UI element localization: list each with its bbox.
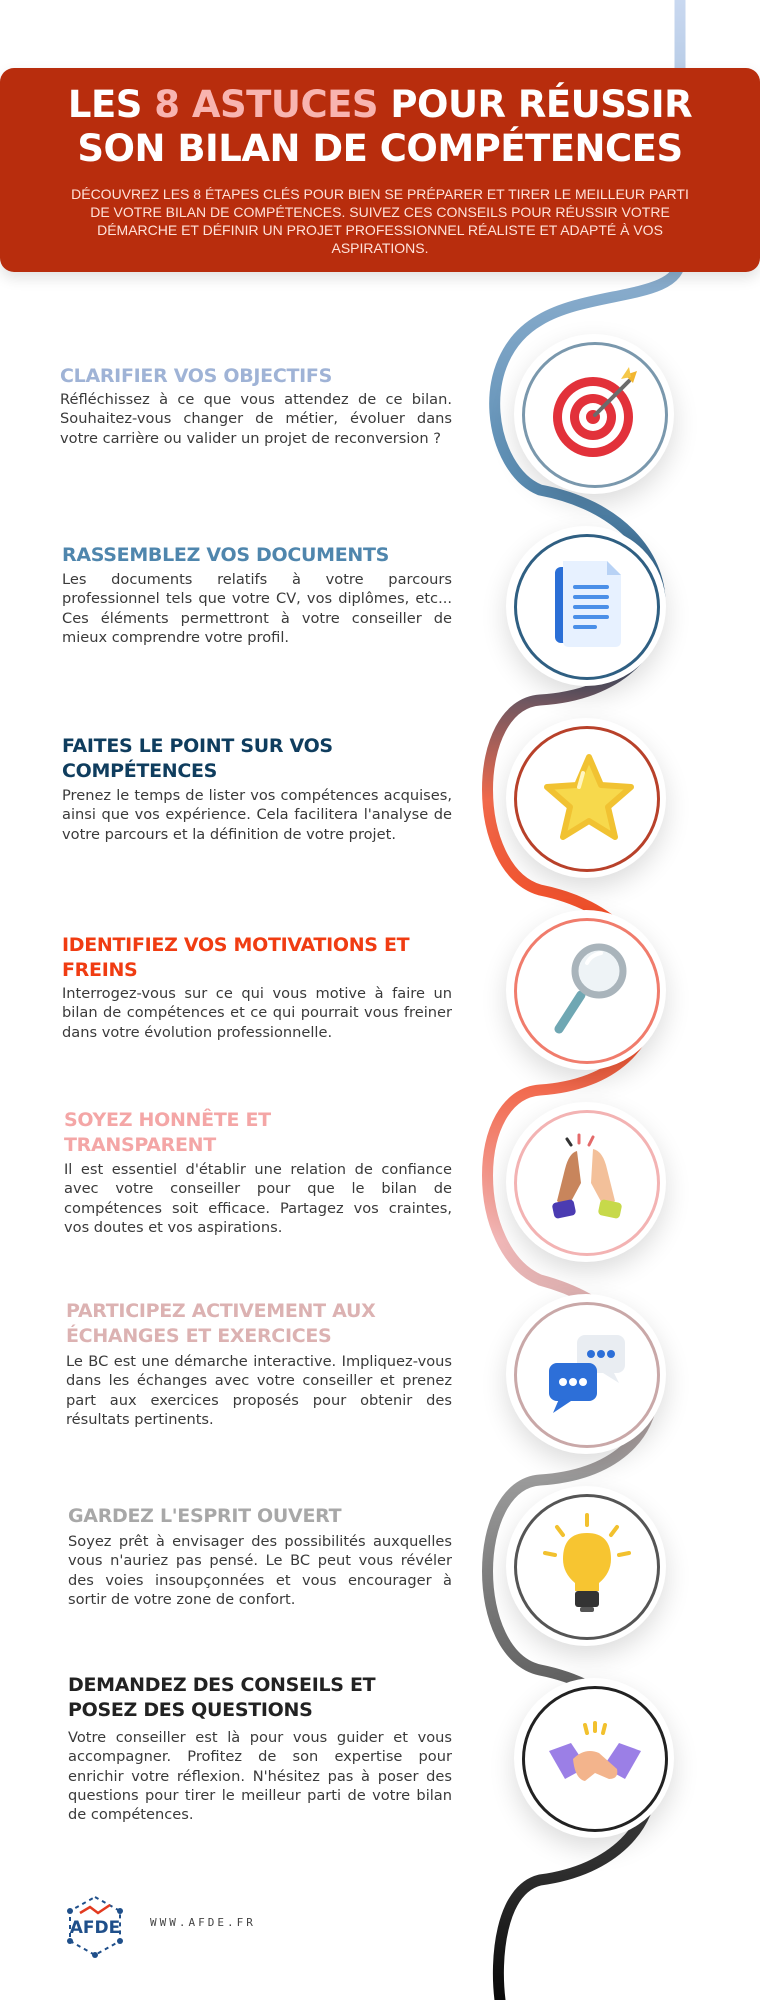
document-icon: [517, 537, 657, 677]
step-7-ring: [514, 1494, 660, 1640]
logo-text: AFDE: [69, 1918, 121, 1938]
afde-logo: [62, 1893, 128, 1959]
step-5-badge: [506, 1102, 666, 1262]
step-5-ring: [514, 1110, 660, 1256]
step-6-title: PARTICIPEZ ACTIVEMENT AUX ÉCHANGES ET EXERCICES: [66, 1300, 376, 1347]
step-8-text: Votre conseiller est là pour vous guider et vous accompagner. Profitez de son expertise pour enrichir votre réflexion. N'hésitez pas à poser des questions pour tirer le meilleur parti de votre bilan de compétences.: [68, 1729, 452, 1824]
target-icon: [525, 345, 665, 485]
step-3-title: FAITES LE POINT SUR VOS COMPÉTENCES: [62, 735, 333, 782]
step-5-text: Il est essentiel d'établir une relation de confiance avec votre conseiller pour que le bilan de compétences soit efficace. Partagez vos craintes, vos doutes et vos aspirations.: [64, 1161, 452, 1236]
step-6-text: Le BC est une démarche interactive. Impliquez-vous dans les échanges avec votre conseiller et prenez part aux exercices proposés pour obtenir des résultats pertinents.: [66, 1353, 452, 1428]
step-7-title: GARDEZ L'ESPRIT OUVERT: [68, 1505, 342, 1527]
step-1-badge: [514, 334, 674, 494]
header-banner: [0, 68, 760, 272]
star-icon: [517, 729, 657, 869]
step-1-ring: [522, 342, 668, 488]
step-8-badge: [514, 1678, 674, 1838]
step-8-ring: [522, 1686, 668, 1832]
step-5-title: SOYEZ HONNÊTE ET TRANSPARENT: [64, 1109, 271, 1156]
step-1-title: CLARIFIER VOS OBJECTIFS: [60, 365, 332, 387]
step-1-text: Réfléchissez à ce que vous attendez de ce bilan. Souhaitez-vous changer de métier, évoluer dans votre carrière ou valider un projet de reconversion ?: [60, 391, 452, 447]
footer-url[interactable]: WWW.AFDE.FR: [150, 1916, 256, 1929]
step-7-text: Soyez prêt à envisager des possibilités auxquelles vous n'auriez pas pensé. Le BC peut vous révéler des voies insoupçonnées et vous encourager à sortir de votre zone de confort.: [68, 1533, 452, 1608]
clapping-hands-icon: [517, 1113, 657, 1253]
chat-bubbles-icon: [517, 1305, 657, 1445]
page-title: LES 8 ASTUCES POUR RÉUSSIR SON BILAN DE COMPÉTENCES: [67, 83, 693, 170]
step-2-text: Les documents relatifs à votre parcours professionnel tels que votre CV, vos diplômes, etc... Ces éléments permettront à votre conseiller de mieux comprendre votre profil.: [62, 571, 452, 646]
step-3-ring: [514, 726, 660, 872]
magnifier-icon: [517, 921, 657, 1061]
step-4-title: IDENTIFIEZ VOS MOTIVATIONS ET FREINS: [62, 934, 410, 981]
step-3-badge: [506, 718, 666, 878]
step-6-ring: [514, 1302, 660, 1448]
intro-text: DÉCOUVREZ LES 8 ÉTAPES CLÉS POUR BIEN SE PRÉPARER ET TIRER LE MEILLEUR PARTI DE VOTRE BILAN DE COMPÉTENCES. SUIVEZ CES CONSEILS POUR RÉUSSIR VOTRE DÉMARCHE ET DÉFINIR UN PROJET PROFESSIONNEL RÉALISTE ET ADAPTÉ À VOS ASPIRATIONS.: [71, 186, 689, 256]
step-4-badge: [506, 910, 666, 1070]
step-2-ring: [514, 534, 660, 680]
step-8-title: DEMANDEZ DES CONSEILS ET POSEZ DES QUESTIONS: [68, 1674, 376, 1721]
step-2-title: RASSEMBLEZ VOS DOCUMENTS: [62, 544, 390, 566]
step-7-badge: [506, 1486, 666, 1646]
step-6-badge: [506, 1294, 666, 1454]
lightbulb-icon: [517, 1497, 657, 1637]
title-accent: 8 ASTUCES: [154, 83, 379, 126]
step-2-badge: [506, 526, 666, 686]
step-4-ring: [514, 918, 660, 1064]
logo-graphic: [62, 1893, 128, 1959]
handshake-icon: [525, 1689, 665, 1829]
step-3-text: Prenez le temps de lister vos compétences acquises, ainsi que vos expérience. Cela facilitera l'analyse de votre parcours et la définition de votre projet.: [62, 787, 452, 843]
step-4-text: Interrogez-vous sur ce qui vous motive à faire un bilan de compétences et ce qui pourrait vous freiner dans votre évolution professionnelle.: [62, 985, 452, 1041]
